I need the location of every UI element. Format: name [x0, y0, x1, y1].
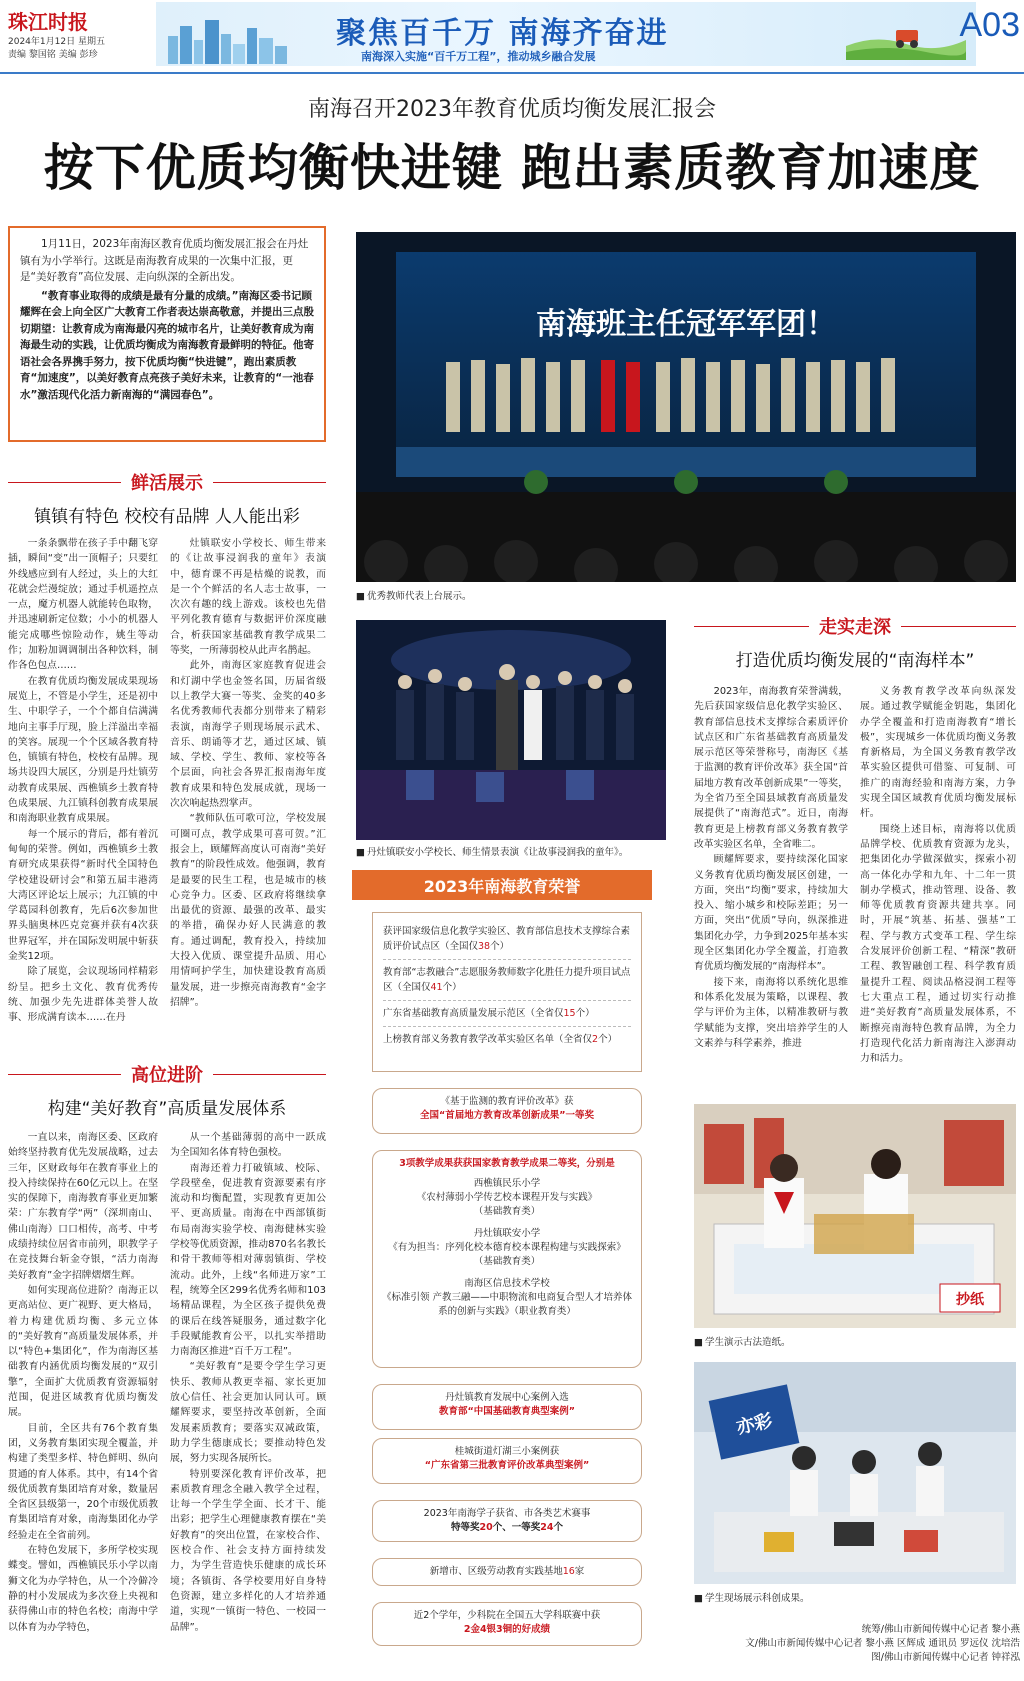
award-school: 西樵镇民乐小学	[473, 1178, 541, 1189]
sci-tech-photo-caption: ■ 学生现场展示科创成果。	[694, 1590, 810, 1604]
section-tag: 鲜活展示	[131, 473, 203, 494]
section-title-bar	[8, 1062, 326, 1086]
article-lead-box	[8, 226, 326, 442]
performance-photo-image	[356, 620, 666, 840]
paragraph: 义务教育教学改革向纵深发展。通过教学赋能金钥匙，集团化办学全覆盖和打造南海教育“增长极”，实现城乡一体优质均衡义务教育新格局，为全国义务教育教学改革实验区提供可借鉴、可复制、可推广的南海经验和南海方案，力争实现全国区域教育优质均衡发展标杆。	[860, 686, 1016, 820]
paper-making-sign: 抄纸	[956, 1292, 984, 1308]
sci-tech-photo-image	[694, 1362, 1016, 1584]
issue-editors: 责编 黎国铭 美编 彭珍	[8, 50, 98, 60]
section-subhead: 镇镇有特色 校校有品牌 人人能出彩	[34, 507, 300, 527]
byline-credits	[700, 1623, 1020, 1665]
award-counts	[381, 1521, 633, 1535]
award-work: 《有为担当：序列化校本德育校本课程构建与实践探索》	[388, 1242, 626, 1253]
paragraph: 在特色发展下，多所学校实现蝶变。譬如，西樵镇民乐小学以南狮文化为办学特色，从一个冷僻冷静的村小发展成为多次登上央视和获得佛山市的特色名校；南海中学以体育为办学特色，	[8, 1545, 158, 1633]
paragraph: 顾耀辉要求，要持续深化国家义务教育优质均衡发展区创建，一方面，突出“均衡”要求，持续加大投入、缩小城乡和校际差距；另一方面，突出“优质”导向，纵深推进集团化办学，力争到2025年基本实现全区集团化办学全覆盖，打造教育优质均衡发展的“南海样本”。	[694, 854, 848, 973]
award-line: 2023年南海学子获省、市各类艺术赛事	[423, 1508, 591, 1519]
text-column	[694, 684, 848, 1084]
paragraph: 除了展览，会议现场同样精彩纷呈。把乡土文化、教育优秀传统、加强少先先进群体美誉人故事、形成满育读本……在丹	[8, 966, 158, 1024]
honor-tail: 个）	[575, 1008, 595, 1019]
divider-line	[8, 482, 121, 483]
award-count: 24	[540, 1522, 554, 1533]
sci-tech-photo	[694, 1362, 1016, 1584]
award-work: 《农村薄弱小学传艺校本课程开发与实践》	[416, 1192, 598, 1203]
issue-date: 2024年1月12日 星期五	[8, 37, 105, 47]
stage-photo-caption: ■ 优秀教师代表上台展示。	[356, 588, 472, 602]
lead-paragraph: 1月11日，2023年南海区教育优质均衡发展汇报会在丹灶镇有为小学举行。这既是南海教育成果的一次集中汇报，更是“美好教育”高位发展、走向纵深的全新出发。	[20, 238, 309, 283]
award-card	[372, 1384, 642, 1430]
award-highlight: 教育部“中国基础教育典型案例”	[439, 1406, 575, 1417]
honors-list	[372, 912, 642, 1072]
paragraph: 每一个展示的背后，都有着沉甸甸的荣誉。例如，西樵镇乡土教育研究成果获得“新时代全国特色学校建设研讨会”和第五届丰港湾大湾区评论坛上展示；九江镇的中学葛园科创教育，先后6次参加世界头脑奥林匹克竞赛并获有4次获世界冠军，并在国际发明展中斩获金奖12项。	[8, 828, 158, 963]
award-highlight: 全国“首届地方教育改革创新成果”一等奖	[420, 1110, 594, 1121]
banner-title: 聚焦百千万 南海齐奋进	[336, 16, 669, 51]
award-count: 16	[562, 1566, 575, 1577]
award-text: 家	[574, 1566, 585, 1577]
divider-line	[213, 1074, 326, 1075]
award-line: 《基于监测的教育评价改革》获	[440, 1096, 574, 1107]
award-text: 新增市、区级劳动教育实践基地	[429, 1566, 563, 1577]
honors-title: 2023年南海教育荣誉	[352, 870, 652, 900]
issue-info	[8, 36, 105, 62]
award-card	[372, 1558, 642, 1586]
section-banner	[156, 2, 976, 66]
paragraph: 如何实现高位进阶？南海正以更高站位、更广视野、更大格局，着力构建优质均衡、多元立体的“美好教育”高质量发展体系，并以“特色+集团化”，作为南海区基础教育内涵优质均衡发展的“双引擎”，全面扩大优质教育资源辐射范围，促进区域教育优质均衡发展。	[8, 1284, 158, 1419]
paragraph: 在教育优质均衡发展成果现场展览上，不管是小学生，还是初中生、中职学子，一个个都自信满满地向主事手厅现，脸上洋溢出幸福的笑容。展现一个个区域各教育特色，镇镇有特色，校校有品牌。现场共设四大展区，分别是丹灶镇劳动教育成果展、西樵镇乡土教育特色成果展、九江镇科创教育成果展和南海职业教育成果展。	[8, 675, 158, 825]
award-text: 个、一等奖	[492, 1522, 541, 1533]
award-school: 南海区信息技术学校	[464, 1278, 550, 1289]
award-card	[372, 1602, 642, 1646]
honor-item	[383, 960, 631, 1001]
paragraph: 此外，南海区家庭教育促进会和灯湖中学也金签名国，历届省级以上教学大赛一等奖、金奖的40多名优秀教师代表都分别带来了精彩表演，南海学子则现场展示武术、音乐、朗诵等才艺，通过区域、镇域、学校、学生、教师、家校等各个层面，向社会各界汇报南海年度教育成果和特色发展成就，现场一次次响起热烈掌声。	[170, 660, 326, 810]
honor-count: 2	[592, 1034, 599, 1045]
stage-photo	[356, 232, 1016, 582]
performance-photo	[356, 620, 666, 840]
text-column	[170, 1130, 326, 1678]
honor-text: 上榜教育部义务教育教学改革实验区名单（全省仅	[383, 1034, 593, 1045]
honor-tail: 个）	[442, 982, 462, 993]
award-highlight: “广东省第三批教育评价改革典型案例”	[424, 1460, 590, 1471]
paragraph: 特别要深化教育评价改革，把素质教育理念全融入教学全过程，让每一个学生学全面、长才干、能出彩；把学生心理健康教育摆在“美好教育”的突出位置，在家校合作、医校合作、社会支持方面持续发力，为学生营造快乐健康的成长环境；各镇街、各学校要用好自身特色资源，建立多样化的人才培养通道，实现“一镇街一特色、一校园一品牌”。	[170, 1468, 326, 1633]
honor-tail: 个）	[490, 941, 510, 952]
award-text: 个	[553, 1522, 563, 1533]
divider-line	[8, 1074, 121, 1075]
honor-item	[383, 919, 631, 960]
honor-item	[383, 1001, 631, 1027]
divider-line	[213, 482, 326, 483]
paragraph: 接下来，南海将以系统化思维和体系化发展为策略，以课程、教学与评价为主体，以精准教研与教学赋能为支撑，突出培养学生的人文素养与科学素养，推进	[694, 976, 848, 1049]
section-subhead: 打造优质均衡发展的“南海样本”	[735, 651, 975, 671]
award-card	[372, 1088, 642, 1134]
divider-line	[901, 626, 1016, 627]
honor-tail: 个）	[598, 1034, 618, 1045]
section-subhead: 构建“美好教育”高质量发展体系	[47, 1099, 287, 1119]
award-category: （基础教育类）	[473, 1256, 541, 1267]
award-card	[372, 1438, 642, 1484]
section-tag: 走实走深	[819, 617, 891, 638]
award-work: 《标准引领 产教三融——中职物流和电商复合型人才培养体系的创新与实践》（职业教育类）	[381, 1292, 633, 1317]
masthead	[0, 0, 1024, 74]
paper-making-photo	[694, 1104, 1016, 1328]
farm-field-icon	[846, 16, 966, 60]
paragraph: “教师队伍可歌可泣，学校发展可圈可点，教学成果可喜可贺。”汇报会上，顾耀辉高度认可南海“美好教育”的阶段性成效。他强调，教育是最要的民生工程，也是城市的核心竞争力。区委、区政府将继续拿出最优的资源、最强的改革、最实的举措，确保办好人民满意的教育。通过调配，教育投入，持续加大投入优质、课堂提升品质、用心用情呵护学生，加快建设教育高质量发展，进一步擦亮南海教育“金字招牌”。	[170, 813, 326, 1008]
banner-subtitle: 南海深入实施“百千万工程”，推动城乡融合发展	[361, 50, 596, 63]
honor-count: 38	[478, 941, 491, 952]
award-school: 丹灶镇联安小学	[473, 1228, 541, 1239]
paragraph: 灶镇联安小学校长、师生带来的《让故事浸润我的童年》表演中，德育课不再是枯燥的说教，而是一个个鲜活的名人志士故事，一次次有趣的线上游戏。该校也先借平列化教育德育与数据评价深度融合，析获国家基础教育教学成果二等奖，一所薄弱校从此声名鹊起。	[170, 538, 326, 657]
award-highlight: 3项教学成果获获国家教育教学成果二等奖，分别是	[399, 1158, 615, 1169]
award-line: 丹灶镇教育发展中心案例入选	[445, 1392, 569, 1403]
text-column	[8, 1130, 158, 1678]
divider-line	[694, 626, 809, 627]
article-kicker: 南海召开2023年教育优质均衡发展汇报会	[308, 97, 716, 122]
paper-making-photo-image	[694, 1104, 1016, 1328]
city-skyline-icon	[164, 16, 294, 64]
performance-photo-caption: ■ 丹灶镇联安小学校长、师生情景表演《让故事浸润我的童年》。	[356, 844, 628, 858]
stage-banner-text: 南海班主任冠军军团！	[536, 307, 836, 342]
award-line: 近2个学年，少科院在全国五大学科联赛中获	[413, 1610, 601, 1621]
credit-line: 文/佛山市新闻传媒中心记者 黎小燕 区辉成 通讯员 罗远仪 沈培浩	[745, 1638, 1020, 1649]
paper-making-photo-caption: ■ 学生演示古法造纸。	[694, 1334, 791, 1348]
article-headline: 按下优质均衡快进键 跑出素质教育加速度	[43, 139, 981, 197]
award-text: 特等奖	[450, 1522, 480, 1533]
text-column	[8, 536, 158, 1050]
honor-text: 广东省基础教育高质量发展示范区（全省仅	[383, 1008, 564, 1019]
paragraph: 一直以来，南海区委、区政府始终坚持教育优先发展战略，过去三年，区财政每年在教育事业上的投入持续保持在60亿元以上。在坚实的保障下，南海教育事业更加繁荣：广东教育学“两”（深圳南山、佛山南海）口口相传，高考、中考成绩持续位居省市前列，职教学子在竞技舞台斩金夺银，“活力南海 美好教育”金字招牌熠熠生辉。	[8, 1132, 158, 1281]
paragraph: 目前，全区共有76个教育集团，义务教育集团实现全覆盖，并构建了类型多样、特色鲜明、纵向贯通的育人体系。其中，有14个省级优质教育集团培育对象，数量居全省区县级第一，20个市级优质教育集团培育对象，南海集团化办学经验走在全省前列。	[8, 1422, 158, 1541]
page-number: A03	[959, 6, 1020, 44]
credit-line: 图/佛山市新闻传媒中心记者 钟祥泓	[871, 1652, 1020, 1663]
award-line: 桂城街道灯湖三小案例获	[454, 1446, 560, 1457]
section-tag: 高位进阶	[131, 1065, 203, 1086]
section-title-bar	[8, 470, 326, 494]
lead-paragraph: “教育事业取得的成绩是最有分量的成绩。”南海区委书记顾耀辉在会上向全区广大教育工作者表达崇高敬意，并提出三点殷切期望：让教育成为南海最闪亮的城市名片，让美好教育成为南海最生动的实践，让优质均衡成为南海教育最鲜明的特征。他寄语社会各界携手努力，按下优质均衡“快进键”，跑出素质教育“加速度”，以美好教育点亮孩子美好未来，让教育的“一池春水”激活现代化活力新南海的“满园春色”。	[20, 289, 314, 401]
paragraph: 围绕上述目标，南海将以优质品牌学校、优质教育资源为龙头，把集团化办学做深做实，探索小初高一体化办学和九年、十二年一贯制办学模式，推动管理、设备、教师等优质教育资源共建共享。同时，开展“筑基、拓基、强基”工程、学与教方式变革工程、学生综合发展评价创新工程、“精深”教研工程、教智融创工程、科学教育质量提升工程、阅读品格浸润工程等七大重点工程，通过切实行动推进“美好教育”高质量发展体系，不断擦亮南海特色教育品牌，为全力打造现代化活力新南海注入澎湃动力和活力。	[860, 823, 1016, 1065]
honor-count: 15	[563, 1008, 576, 1019]
paragraph: 一条条飘带在孩子手中翻飞穿插，瞬间“变”出一顶帽子；只要红外线感应到有人经过，头上的大红花就会烂漫绽放；通过手机遥控点一点，魔方机器人就能转色取物，并迅速刷新定位数；小小的机器人能完成哪些惊险动作，姚生等动作；加粉加调调制出各种饮料，制作各色包点……	[8, 538, 158, 672]
text-column	[170, 536, 326, 1050]
award-card	[372, 1150, 642, 1368]
award-card	[372, 1500, 642, 1542]
honor-count: 41	[430, 982, 443, 993]
award-count: 20	[479, 1522, 493, 1533]
honor-item	[383, 1027, 631, 1052]
paragraph: 从一个基础薄弱的高中一跃成为全国知名体育特色强校。	[170, 1132, 326, 1159]
credit-line: 统筹/佛山市新闻传媒中心记者 黎小燕	[861, 1624, 1020, 1635]
sci-tech-banner-text: 亦彩	[734, 1410, 775, 1439]
paragraph: “美好教育”是要令学生学习更快乐、教师从教更幸福、家长更加放心信任、社会更加认同认可。顾耀辉要求，要坚持改革创新，全面发展素质教育；要落实双减政策，助力学生德康成长；要推动特色发展，努力实现各展所长。	[170, 1361, 326, 1465]
section-title-bar	[694, 614, 1016, 638]
award-highlight: 2金4银3铜的好成绩	[463, 1624, 551, 1635]
paragraph: 南海还着力打破镇域、校际、学段壁垒，促进教育资源要素有序流动和均衡配置，实现教育更加公平、更高质量。南海在中西部镇街布局南海实验学校、南海健林实验学校等优质资源，推动870名名教长和骨干教师等相对薄弱镇街、学校流动。此外，上线“名师进万家”工程，统筹全区299名优秀名师和103场精品课程，为全区孩子提供免费的课后在线答疑服务，通过数字化手段赋能教育公平，以扎实举措助力南海区推进“百千万工程”。	[170, 1162, 326, 1358]
paragraph: 2023年，南海教育荣誉满载，先后获国家级信息化教学实验区、教育部信息技术支撑综合素质评价试点区和广东省基础教育高质量发展示范区等荣誉称号，南海区《基于监测的教育评价改革》获全国“首届地方教育改革创新成果”一等奖，为全省乃至全国县域教育高质量发展提供了“南海范式”。近日，南海教育更是上榜教育部义务教育教学改革实验区名单，全省唯二。	[694, 686, 848, 850]
honor-text: 教育部“志教融合”志愿服务教师数字化胜任力提升项目试点区（全国仅	[383, 967, 631, 993]
paper-logo: 珠江时报	[8, 10, 88, 34]
text-column	[860, 684, 1016, 1084]
stage-photo-image	[356, 232, 1016, 582]
honor-text: 获评国家级信息化教学实验区、教育部信息技术支撑综合素质评价试点区（全国仅	[383, 926, 631, 952]
award-category: （基础教育类）	[473, 1206, 541, 1217]
